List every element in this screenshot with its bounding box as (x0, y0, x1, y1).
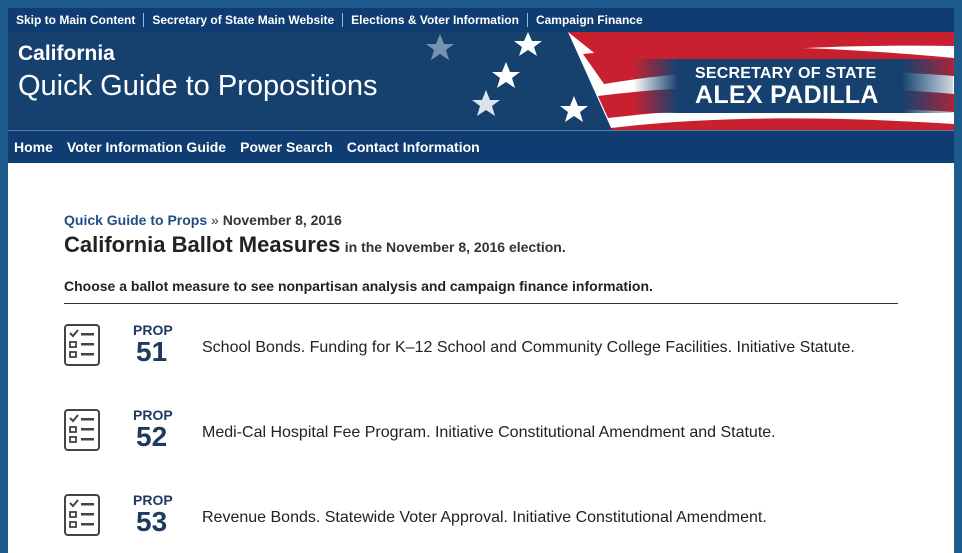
prop-list (64, 322, 898, 553)
page-frame (8, 8, 954, 553)
breadcrumb-link[interactable]: Quick Guide to Props (64, 212, 208, 228)
campaign-finance-link[interactable]: Campaign Finance (527, 13, 651, 27)
breadcrumb (64, 212, 898, 228)
banner-state-title: California (18, 42, 115, 65)
sos-title: SECRETARY OF STATE (695, 65, 877, 82)
prop-item-51[interactable] (64, 322, 898, 407)
nav-power-search[interactable]: Power Search (240, 139, 333, 155)
checklist-icon (64, 409, 100, 451)
sos-name: ALEX PADILLA (695, 81, 879, 109)
utility-bar (8, 8, 954, 32)
breadcrumb-date: November 8, 2016 (222, 212, 342, 228)
prop-title[interactable]: Revenue Bonds. Statewide Voter Approval. Initiative Constitutional Amendment. (202, 509, 767, 526)
nav-contact-info[interactable]: Contact Information (346, 139, 480, 155)
sos-badge (633, 59, 953, 113)
prop-label: PROP (133, 492, 173, 508)
breadcrumb-separator: » (211, 212, 219, 228)
nav-home[interactable]: Home (14, 139, 53, 155)
prop-number: 53 (136, 506, 168, 537)
prop-number: 52 (136, 421, 168, 452)
main-content (64, 212, 898, 553)
prop-label: PROP (133, 322, 173, 338)
skip-to-main-link[interactable]: Skip to Main Content (16, 13, 136, 27)
page-title: California Ballot Measures (64, 232, 341, 257)
nav-voter-info-guide[interactable]: Voter Information Guide (66, 139, 227, 155)
checklist-icon (64, 324, 100, 366)
sos-main-website-link[interactable]: Secretary of State Main Website (143, 13, 342, 27)
prop-item-53[interactable] (64, 492, 898, 553)
prop-title[interactable]: School Bonds. Funding for K–12 School and Community College Facilities. Initiative Statute. (202, 339, 855, 356)
page-heading (64, 232, 898, 258)
banner-guide-title: Quick Guide to Propositions (18, 70, 378, 102)
prop-label: PROP (133, 407, 173, 423)
prop-title[interactable]: Medi-Cal Hospital Fee Program. Initiative Constitutional Amendment and Statute. (202, 424, 776, 441)
checklist-icon (64, 494, 100, 536)
intro-text: Choose a ballot measure to see nonpartisan analysis and campaign finance information. (64, 278, 898, 304)
main-nav (8, 130, 954, 163)
prop-number: 51 (136, 336, 168, 367)
page-subtitle: in the November 8, 2016 election. (344, 239, 566, 255)
site-banner (8, 32, 954, 130)
elections-voter-info-link[interactable]: Elections & Voter Information (342, 13, 527, 27)
prop-item-52[interactable] (64, 407, 898, 492)
